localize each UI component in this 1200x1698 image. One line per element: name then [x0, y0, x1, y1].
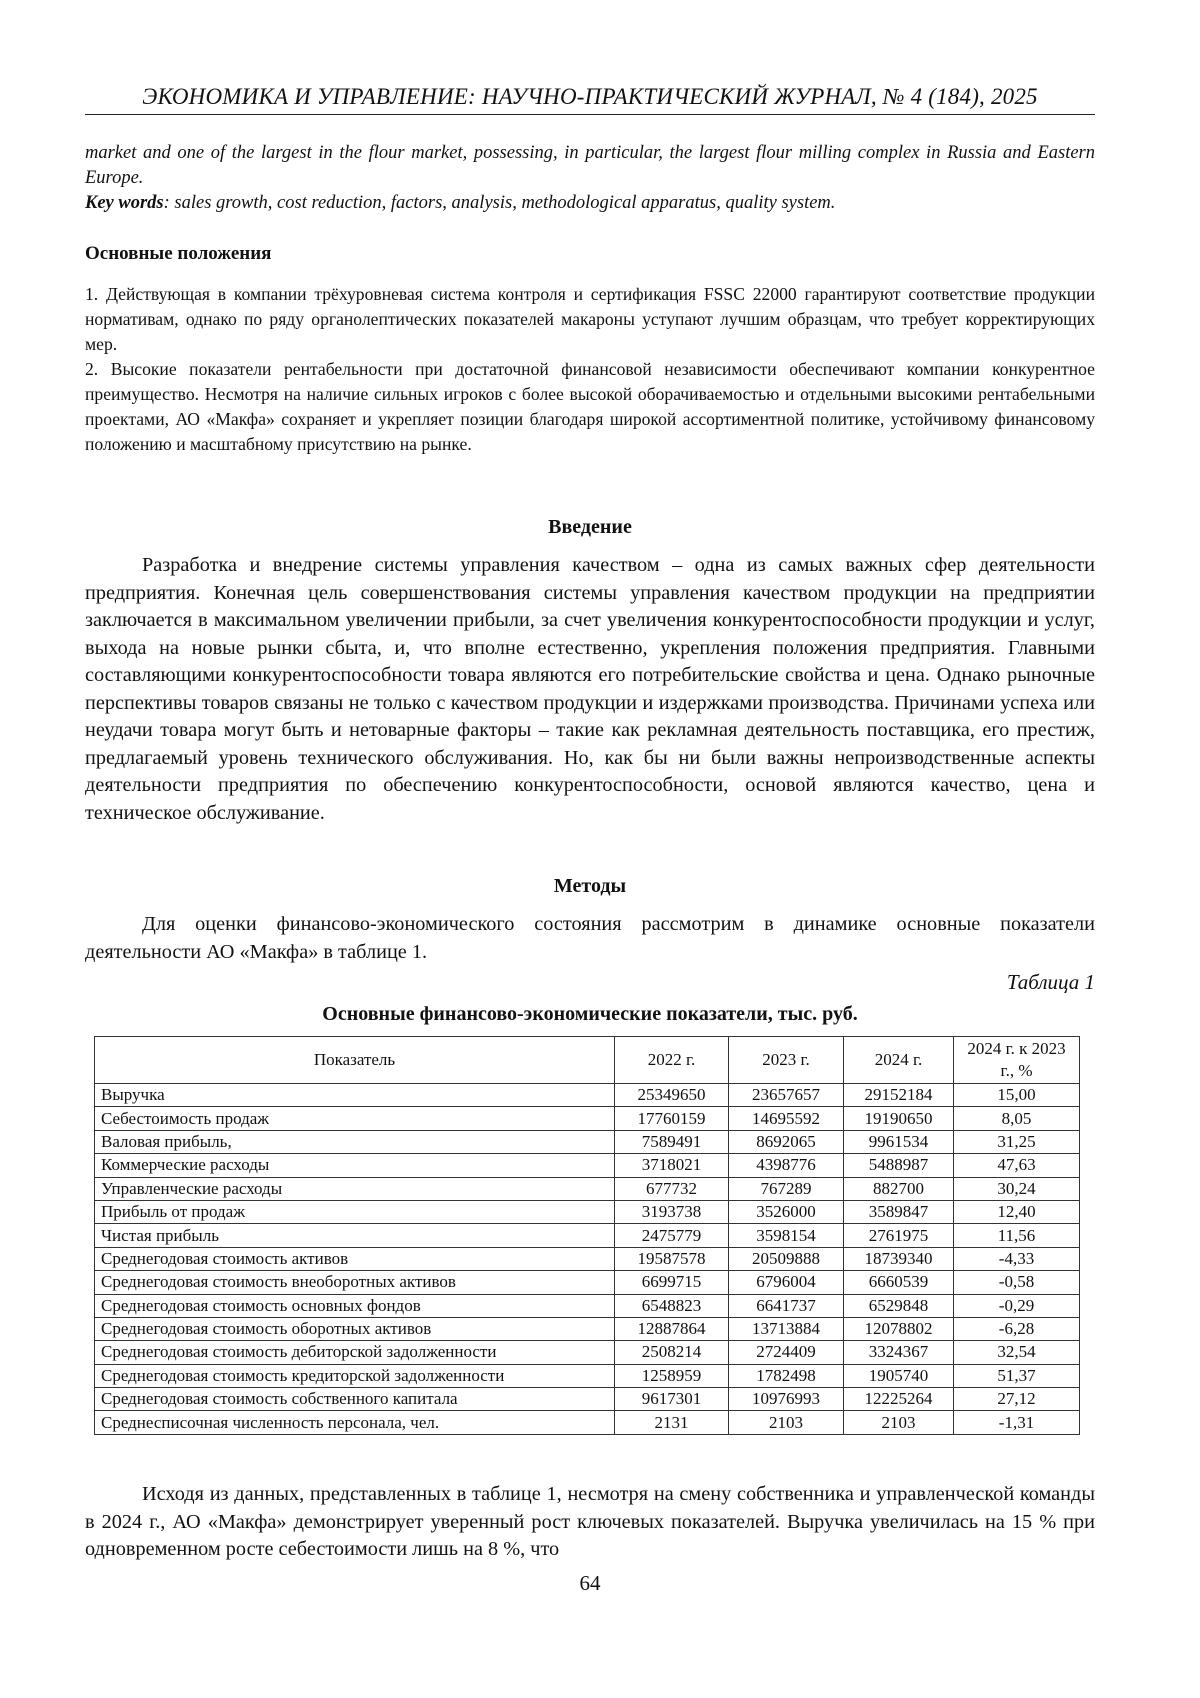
value-cell: 7589491	[615, 1130, 729, 1153]
value-cell: 51,37	[954, 1364, 1080, 1387]
table-label: Таблица 1	[1006, 970, 1095, 994]
value-cell: 15,00	[954, 1084, 1080, 1107]
value-cell: 9617301	[615, 1388, 729, 1411]
table-row	[95, 1154, 1080, 1177]
table-row	[95, 1364, 1080, 1387]
indicator-name-cell: Себестоимость продаж	[95, 1107, 615, 1130]
keywords-label: Key words	[85, 193, 164, 213]
value-cell: 8,05	[954, 1107, 1080, 1130]
value-cell: 10976993	[729, 1388, 844, 1411]
value-cell: 3526000	[729, 1200, 844, 1223]
value-cell: 27,12	[954, 1388, 1080, 1411]
methods-body	[85, 911, 1095, 966]
value-cell: 1782498	[729, 1364, 844, 1387]
table-row	[95, 1341, 1080, 1364]
page-number: 64	[579, 1571, 601, 1595]
value-cell: -0,29	[954, 1294, 1080, 1317]
value-cell: 23657657	[729, 1084, 844, 1107]
theses-list	[85, 282, 1095, 457]
value-cell: 47,63	[954, 1154, 1080, 1177]
header-rule	[85, 114, 1095, 115]
methods-heading: Методы	[553, 875, 627, 897]
indicator-name-cell: Среднегодовая стоимость кредиторской задолженности	[95, 1364, 615, 1387]
table-row	[95, 1247, 1080, 1270]
column-header-2024: 2024 г.	[844, 1037, 954, 1084]
introduction-paragraph: Разработка и внедрение системы управления качеством – одна из самых важных сфер деятельности предприятия. Конечная цель совершенствования системы управления качеством продукции на предприятии заключается в максимальном увеличении прибыли, за счет увеличения конкурентоспособности продукции и услуг, выхода на новые рынки сбыта, и, что вполне естественно, укрепления положения предприятия. Главными составляющими конкурентоспособности товара являются его потребительские свойства и цена. Однако рыночные перспективы товаров связаны не только с качеством продукции и издержками производства. Причинами успеха или неудачи товара могут быть и нетоварные факторы – такие как рекламная деятельность поставщика, его престиж, предлагаемый уровень технического обслуживания. Но, как бы ни были важны непроизводственные аспекты деятельности предприятия по обеспечению конкурентоспособности, основой являются качество, цена и техническое обслуживание.	[85, 554, 1095, 824]
indicator-name-cell: Среднегодовая стоимость активов	[95, 1247, 615, 1270]
indicator-name-cell: Валовая прибыль,	[95, 1130, 615, 1153]
value-cell: 11,56	[954, 1224, 1080, 1247]
indicator-name-cell: Среднегодовая стоимость внеоборотных активов	[95, 1271, 615, 1294]
column-header-2023: 2023 г.	[729, 1037, 844, 1084]
table-header-row	[95, 1037, 1080, 1084]
thesis-item: 1. Действующая в компании трёхуровневая система контроля и сертификация FSSC 22000 гарантируют соответствие продукции нормативам, однако по ряду органолептических показателей макароны уступают лучшим образцам, что требует корректирующих мер.	[85, 284, 1095, 354]
theses-heading: Основные положения	[85, 243, 272, 264]
introduction-body	[85, 552, 1095, 827]
value-cell: 4398776	[729, 1154, 844, 1177]
value-cell: 8692065	[729, 1130, 844, 1153]
column-header-2022: 2022 г.	[615, 1037, 729, 1084]
value-cell: 6548823	[615, 1294, 729, 1317]
indicator-name-cell: Среднегодовая стоимость собственного капитала	[95, 1388, 615, 1411]
value-cell: 9961534	[844, 1130, 954, 1153]
value-cell: 2103	[844, 1411, 954, 1434]
running-title: ЭКОНОМИКА И УПРАВЛЕНИЕ: НАУЧНО-ПРАКТИЧЕСКИЙ ЖУРНАЛ, № 4 (184), 2025	[142, 84, 1038, 109]
value-cell: 5488987	[844, 1154, 954, 1177]
financial-indicators-table	[94, 1036, 1080, 1435]
table-row	[95, 1388, 1080, 1411]
table-row	[95, 1224, 1080, 1247]
value-cell: 20509888	[729, 1247, 844, 1270]
value-cell: 6660539	[844, 1271, 954, 1294]
results-body	[85, 1481, 1095, 1564]
value-cell: 12225264	[844, 1388, 954, 1411]
indicator-name-cell: Коммерческие расходы	[95, 1154, 615, 1177]
indicator-name-cell: Среднегодовая стоимость основных фондов	[95, 1294, 615, 1317]
value-cell: 3193738	[615, 1200, 729, 1223]
keywords-line	[85, 191, 1095, 216]
value-cell: 6641737	[729, 1294, 844, 1317]
value-cell: 2131	[615, 1411, 729, 1434]
thesis-item: 2. Высокие показатели рентабельности при достаточной финансовой независимости обеспечивают компании конкурентное преимущество. Несмотря на наличие сильных игроков с более высокой оборачиваемостью и отдельными высокими рентабельными проектами, АО «Макфа» сохраняет и укрепляет позиции благодаря широкой ассортиментной политике, устойчивому финансовому положению и масштабному присутствию на рынке.	[85, 359, 1095, 454]
value-cell: 32,54	[954, 1341, 1080, 1364]
keywords-text: : sales growth, cost reduction, factors, analysis, methodological apparatus, quality system.	[163, 193, 836, 213]
column-header-change-percent: 2024 г. к 2023 г., %	[954, 1037, 1080, 1084]
value-cell: 6529848	[844, 1294, 954, 1317]
introduction-heading: Введение	[548, 516, 632, 538]
value-cell: 1258959	[615, 1364, 729, 1387]
value-cell: -6,28	[954, 1317, 1080, 1340]
value-cell: -1,31	[954, 1411, 1080, 1434]
value-cell: 2508214	[615, 1341, 729, 1364]
value-cell: 12,40	[954, 1200, 1080, 1223]
abstract-text: market and one of the largest in the flour market, possessing, in particular, the largest flour milling complex in Russia and Eastern Europe.	[85, 143, 1095, 188]
value-cell: 29152184	[844, 1084, 954, 1107]
value-cell: 30,24	[954, 1177, 1080, 1200]
value-cell: 3598154	[729, 1224, 844, 1247]
value-cell: 2475779	[615, 1224, 729, 1247]
table-row	[95, 1107, 1080, 1130]
value-cell: 19190650	[844, 1107, 954, 1130]
table-row	[95, 1130, 1080, 1153]
indicator-name-cell: Среднегодовая стоимость дебиторской задолженности	[95, 1341, 615, 1364]
value-cell: 2761975	[844, 1224, 954, 1247]
value-cell: 17760159	[615, 1107, 729, 1130]
methods-paragraph: Для оценки финансово-экономического состояния рассмотрим в динамике основные показатели деятельности АО «Макфа» в таблице 1.	[85, 913, 1095, 963]
value-cell: 6699715	[615, 1271, 729, 1294]
table-row	[95, 1294, 1080, 1317]
table-row	[95, 1317, 1080, 1340]
value-cell: 6796004	[729, 1271, 844, 1294]
table-row	[95, 1271, 1080, 1294]
value-cell: 3324367	[844, 1341, 954, 1364]
results-paragraph: Исходя из данных, представленных в таблице 1, несмотря на смену собственника и управленческой команды в 2024 г., АО «Макфа» демонстрирует уверенный рост ключевых показателей. Выручка увеличилась на 15 % при одновременном росте себестоимости лишь на 8 %, что	[85, 1483, 1095, 1560]
value-cell: 767289	[729, 1177, 844, 1200]
table-title: Основные финансово-экономические показатели, тыс. руб.	[322, 1003, 858, 1025]
value-cell: -4,33	[954, 1247, 1080, 1270]
value-cell: 677732	[615, 1177, 729, 1200]
value-cell: 25349650	[615, 1084, 729, 1107]
table-row	[95, 1200, 1080, 1223]
indicator-name-cell: Чистая прибыль	[95, 1224, 615, 1247]
value-cell: 12887864	[615, 1317, 729, 1340]
indicator-name-cell: Среднесписочная численность персонала, чел.	[95, 1411, 615, 1434]
table-row	[95, 1084, 1080, 1107]
indicator-name-cell: Среднегодовая стоимость оборотных активов	[95, 1317, 615, 1340]
value-cell: 18739340	[844, 1247, 954, 1270]
value-cell: 13713884	[729, 1317, 844, 1340]
value-cell: 12078802	[844, 1317, 954, 1340]
abstract-tail	[85, 141, 1095, 216]
table-row	[95, 1411, 1080, 1434]
value-cell: 2724409	[729, 1341, 844, 1364]
indicator-name-cell: Управленческие расходы	[95, 1177, 615, 1200]
value-cell: 14695592	[729, 1107, 844, 1130]
indicator-name-cell: Выручка	[95, 1084, 615, 1107]
column-header-indicator: Показатель	[95, 1037, 615, 1084]
table-row	[95, 1177, 1080, 1200]
value-cell: 3718021	[615, 1154, 729, 1177]
value-cell: 882700	[844, 1177, 954, 1200]
value-cell: 3589847	[844, 1200, 954, 1223]
value-cell: 1905740	[844, 1364, 954, 1387]
value-cell: 2103	[729, 1411, 844, 1434]
value-cell: -0,58	[954, 1271, 1080, 1294]
value-cell: 31,25	[954, 1130, 1080, 1153]
indicator-name-cell: Прибыль от продаж	[95, 1200, 615, 1223]
value-cell: 19587578	[615, 1247, 729, 1270]
